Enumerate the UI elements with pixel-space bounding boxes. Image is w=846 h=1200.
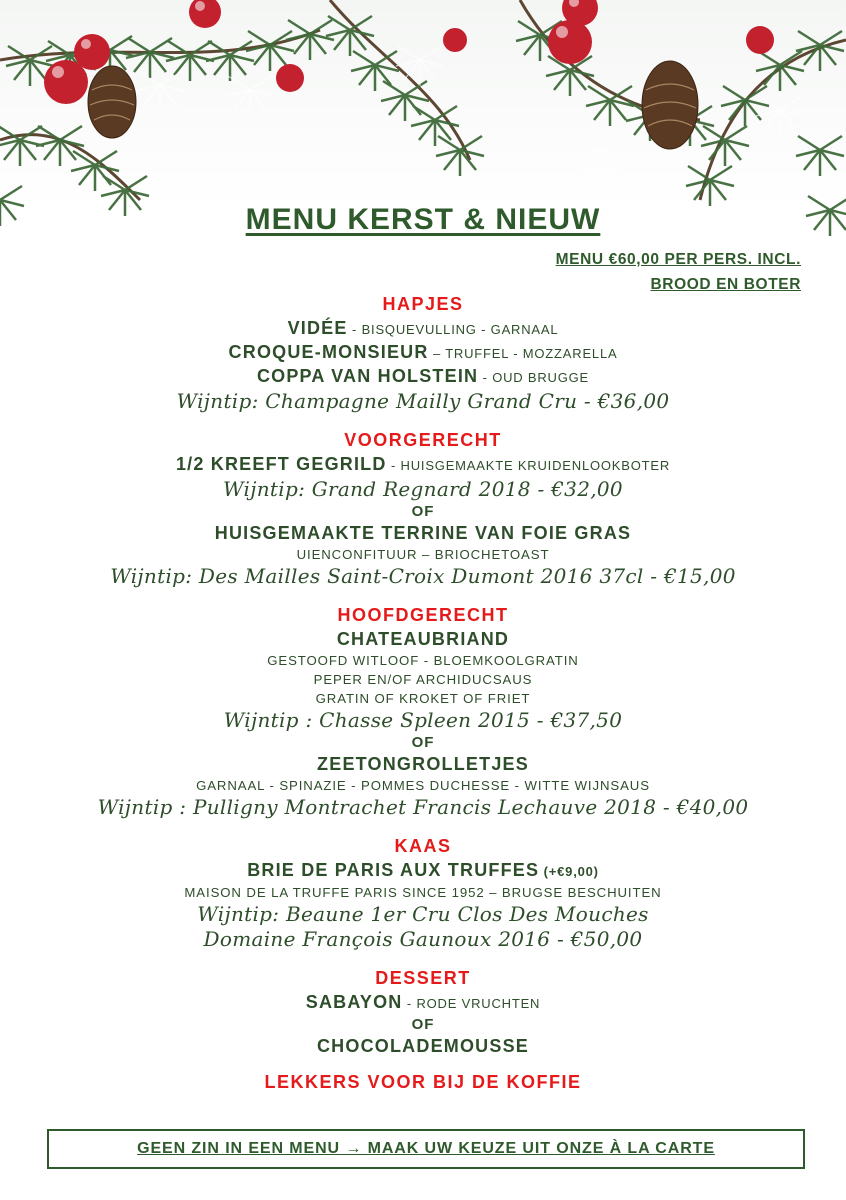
wine-tip: Wijntip: Grand Regnard 2018 - €32,00 bbox=[223, 477, 623, 501]
menu-body bbox=[0, 292, 846, 1093]
section-dessert bbox=[0, 966, 846, 1058]
wine-tip: Wijntip: Champagne Mailly Grand Cru - €36,00 bbox=[176, 389, 670, 413]
dish-detail-line: GESTOOFD WITLOOF - BLOEMKOOLGRATIN bbox=[267, 653, 579, 668]
or-divider: OF bbox=[411, 503, 435, 520]
section-title: HAPJES bbox=[382, 294, 464, 314]
wine-tip: Wijntip : Chasse Spleen 2015 - €37,50 bbox=[223, 708, 623, 732]
dish-name: 1/2 KREEFT GEGRILD bbox=[175, 454, 387, 474]
section-title: KAAS bbox=[394, 836, 452, 856]
a-la-carte-banner: GEEN ZIN IN EEN MENU → MAAK UW KEUZE UIT ONZE À LA CARTE bbox=[47, 1129, 805, 1169]
or-divider: OF bbox=[411, 734, 435, 751]
section-title: VOORGERECHT bbox=[344, 430, 502, 450]
wine-tip: Wijntip: Beaune 1er Cru Clos Des Mouches bbox=[197, 902, 649, 926]
dish-detail: TRUFFEL - MOZZARELLA bbox=[445, 346, 618, 361]
price-line-1: MENU €60,00 PER PERS. INCL. bbox=[555, 251, 801, 268]
dish-separator: - bbox=[347, 322, 362, 337]
dish-chateaubriand: CHATEAUBRIAND bbox=[336, 629, 510, 649]
dish-separator: – bbox=[428, 346, 446, 361]
dish-brie bbox=[0, 859, 846, 883]
section-hoofdgerecht bbox=[0, 603, 846, 820]
dish-sabayon bbox=[0, 991, 846, 1015]
wine-tip: Wijntip : Pulligny Montrachet Francis Lechauve 2018 - €40,00 bbox=[97, 795, 749, 819]
dish-separator: - bbox=[478, 370, 493, 385]
price-line-2: BROOD EN BOTER bbox=[650, 276, 801, 293]
section-kaas bbox=[0, 834, 846, 952]
dish-croque bbox=[0, 341, 846, 365]
dish-name: BRIE DE PARIS AUX TRUFFES bbox=[247, 860, 540, 880]
section-title: DESSERT bbox=[375, 968, 471, 988]
dish-separator: - bbox=[402, 996, 417, 1011]
or-divider: OF bbox=[411, 1016, 435, 1033]
dish-coppa bbox=[0, 365, 846, 389]
dish-name: SABAYON bbox=[305, 992, 403, 1012]
page-title: MENU KERST & NIEUW bbox=[245, 203, 601, 236]
dish-foie-gras: HUISGEMAAKTE TERRINE VAN FOIE GRAS bbox=[214, 523, 632, 543]
menu-price bbox=[556, 247, 801, 297]
dish-detail-line: GRATIN OF KROKET OF FRIET bbox=[315, 691, 531, 706]
wine-tip: Wijntip: Des Mailles Saint-Croix Dumont 2016 37cl - €15,00 bbox=[110, 564, 736, 588]
section-title: HOOFDGERECHT bbox=[337, 605, 509, 625]
dish-supplement: (+€9,00) bbox=[539, 864, 599, 879]
section-voorgerecht bbox=[0, 428, 846, 589]
dish-chocolademousse: CHOCOLADEMOUSSE bbox=[316, 1036, 529, 1056]
dish-detail: OUD BRUGGE bbox=[492, 370, 590, 385]
dish-name: VIDÉE bbox=[287, 318, 348, 338]
wine-tip-continued: Domaine François Gaunoux 2016 - €50,00 bbox=[203, 927, 643, 951]
dish-kreeft bbox=[0, 453, 846, 477]
dish-videe bbox=[0, 317, 846, 341]
dish-detail: BISQUEVULLING - GARNAAL bbox=[361, 322, 559, 337]
dish-separator: - bbox=[386, 458, 401, 473]
dish-zeetongrolletjes: ZEETONGROLLETJES bbox=[317, 754, 529, 774]
dish-name: COPPA VAN HOLSTEIN bbox=[256, 366, 479, 386]
dish-detail: MAISON DE LA TRUFFE PARIS SINCE 1952 – BRUGSE BESCHUITEN bbox=[184, 885, 662, 900]
section-hapjes bbox=[0, 292, 846, 414]
dish-detail: UIENCONFITUUR – BRIOCHETOAST bbox=[296, 547, 550, 562]
dish-detail-line: PEPER EN/OF ARCHIDUCSAUS bbox=[313, 672, 533, 687]
dish-detail: HUISGEMAAKTE KRUIDENLOOKBOTER bbox=[400, 458, 671, 473]
dish-detail: RODE VRUCHTEN bbox=[416, 996, 541, 1011]
dish-detail: GARNAAL - SPINAZIE - POMMES DUCHESSE - WITTE WIJNSAUS bbox=[196, 778, 650, 793]
dish-name: CROQUE-MONSIEUR bbox=[228, 342, 429, 362]
coffee-treats: LEKKERS VOOR BIJ DE KOFFIE bbox=[264, 1072, 582, 1092]
